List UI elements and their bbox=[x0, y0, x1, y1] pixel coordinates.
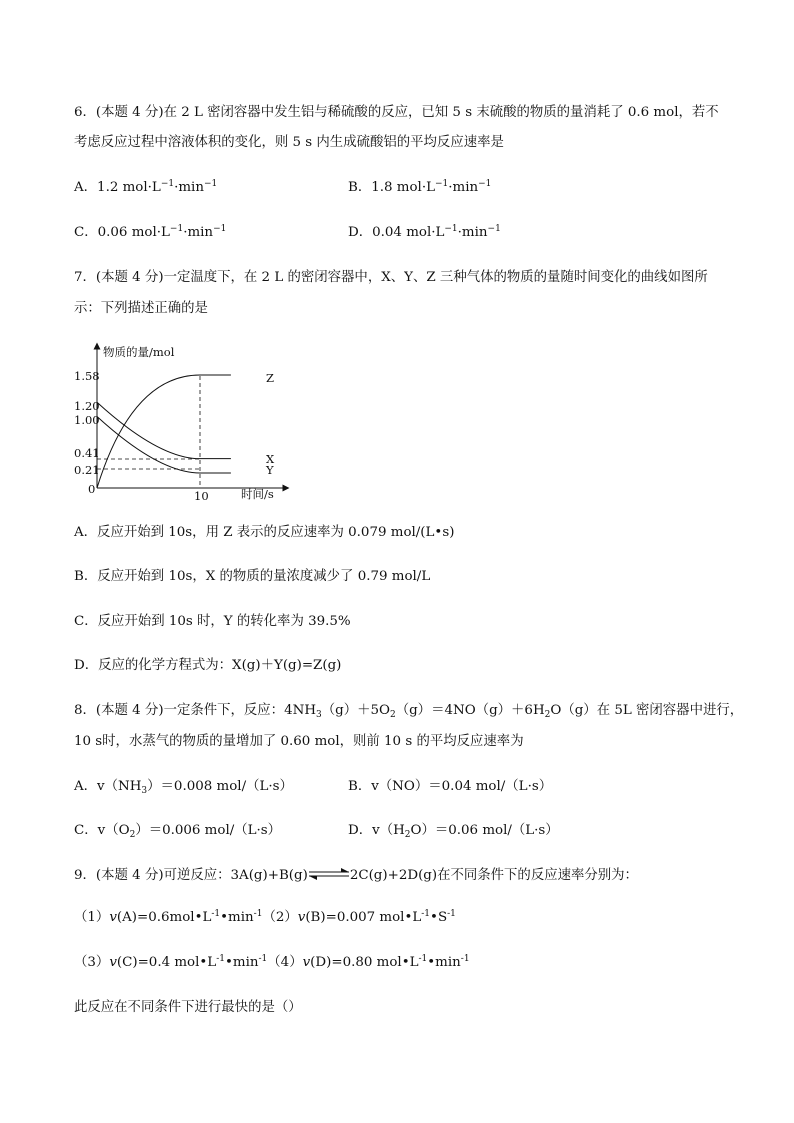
series-label-x: X bbox=[266, 452, 275, 466]
q7-option-d[interactable]: D．反应的化学方程式为：X(g)＋Y(g)=Z(g) bbox=[74, 658, 342, 673]
x-axis-label: 时间/s bbox=[241, 487, 274, 500]
y-tick-1.00: 1.00 bbox=[74, 413, 100, 427]
q6-stem-line1: 6．(本题 4 分)在 2 L 密闭容器中发生铝与稀硫酸的反应，已知 5 s 末硫酸的物质的量消耗了 0.6 mol，若不 bbox=[74, 105, 719, 120]
q9-question: 此反应在不同条件下进行最快的是（） bbox=[74, 1000, 302, 1015]
q6-option-a[interactable]: A．1.2 $mol\cdot L^{-1}\cdot\min^{-1}$ bbox=[74, 179, 218, 195]
series-y-curve bbox=[97, 417, 231, 473]
q7-option-a[interactable]: A．反应开始到 10s，用 Z 表示的反应速率为 0.079 mol/(L•s) bbox=[74, 525, 455, 540]
q8-option-b[interactable]: B．v（NO）＝0.04 mol/（L·s） bbox=[348, 779, 553, 794]
y-tick-0.41: 0.41 bbox=[74, 446, 100, 460]
q8-stem-line1: 8．(本题 4 分)一定条件下，反应：$4NH_3(g)+5O_2(g)=4NO(g)+6H_2O(g)$在 5L 密闭容器中进行， bbox=[74, 703, 744, 720]
x-tick-10: 10 bbox=[194, 489, 209, 500]
q6-stem-line2: 考虑反应过程中溶液体积的变化，则 5 s 内生成硫酸铝的平均反应速率是 bbox=[74, 135, 504, 150]
q7-option-c[interactable]: C．反应开始到 10s 时，Y 的转化率为 39.5% bbox=[74, 614, 351, 629]
y-axis-label: 物质的量/mol bbox=[103, 345, 175, 359]
series-label-y: Y bbox=[266, 463, 274, 477]
q7-stem-line2: 示：下列描述正确的是 bbox=[74, 301, 208, 316]
q7-option-b[interactable]: B．反应开始到 10s，X 的物质的量浓度减少了 0.79 mol/L bbox=[74, 569, 431, 584]
series-label-z: Z bbox=[266, 371, 274, 385]
y-tick-1.58: 1.58 bbox=[74, 369, 100, 383]
q6-option-d[interactable]: D．0.04 $mol\cdot L^{-1}\cdot\min^{-1}$ bbox=[348, 224, 501, 240]
q8-stem-line2: 10 s时，水蒸气的物质的量增加了 0.60 mol，则前 10 s 的平均反应速率为 bbox=[74, 734, 524, 749]
y-tick-1.20: 1.20 bbox=[74, 399, 100, 413]
q7-stem-line1: 7．(本题 4 分)一定温度下，在 2 L 的密闭容器中，X、Y、Z 三种气体的物质的量随时间变化的曲线如图所 bbox=[74, 270, 708, 285]
q6-option-c[interactable]: C．0.06 $mol\cdot L^{-1}\cdot\min^{-1}$ bbox=[74, 224, 227, 240]
q8-option-d[interactable]: D．$v(H_2O)=0.06$ mol/（L·s） bbox=[348, 823, 559, 840]
amount-vs-time-chart bbox=[74, 340, 294, 500]
q6-option-b[interactable]: B．1.8 $mol\cdot L^{-1}\cdot\min^{-1}$ bbox=[348, 179, 492, 195]
y-tick-0.21: 0.21 bbox=[74, 463, 100, 477]
q9-condition-line2: （3）v(C)=0.4 $mol•L^{-1}•\min^{-1}(4)v(D)=0.80$ $mol•L^{-1}•\min^{-1}$ bbox=[74, 954, 470, 970]
series-x-curve bbox=[97, 402, 231, 458]
equilibrium-arrow-icon bbox=[308, 867, 350, 881]
series-z-curve bbox=[97, 375, 231, 488]
q8-option-c[interactable]: C．$v(O_2)=0.006$ mol/（L·s） bbox=[74, 823, 282, 840]
q9-condition-line1: $(1)v(A)=0.6mol•L^{-1}•\min^{-1}(2)v(B)=0.007$ $mol•L^{-1}•S^{-1}$ bbox=[74, 909, 456, 925]
q9-stem-line1: 9．(本题 4 分)可逆反应：3A(g)+B(g) 2C(g)+2D(g)在不同条件下的反应速率分别为： bbox=[74, 868, 638, 883]
origin-label: 0 bbox=[88, 482, 96, 496]
q8-option-a[interactable]: A．$v(NH_3)=0.008$ mol/（L·s） bbox=[74, 779, 293, 796]
